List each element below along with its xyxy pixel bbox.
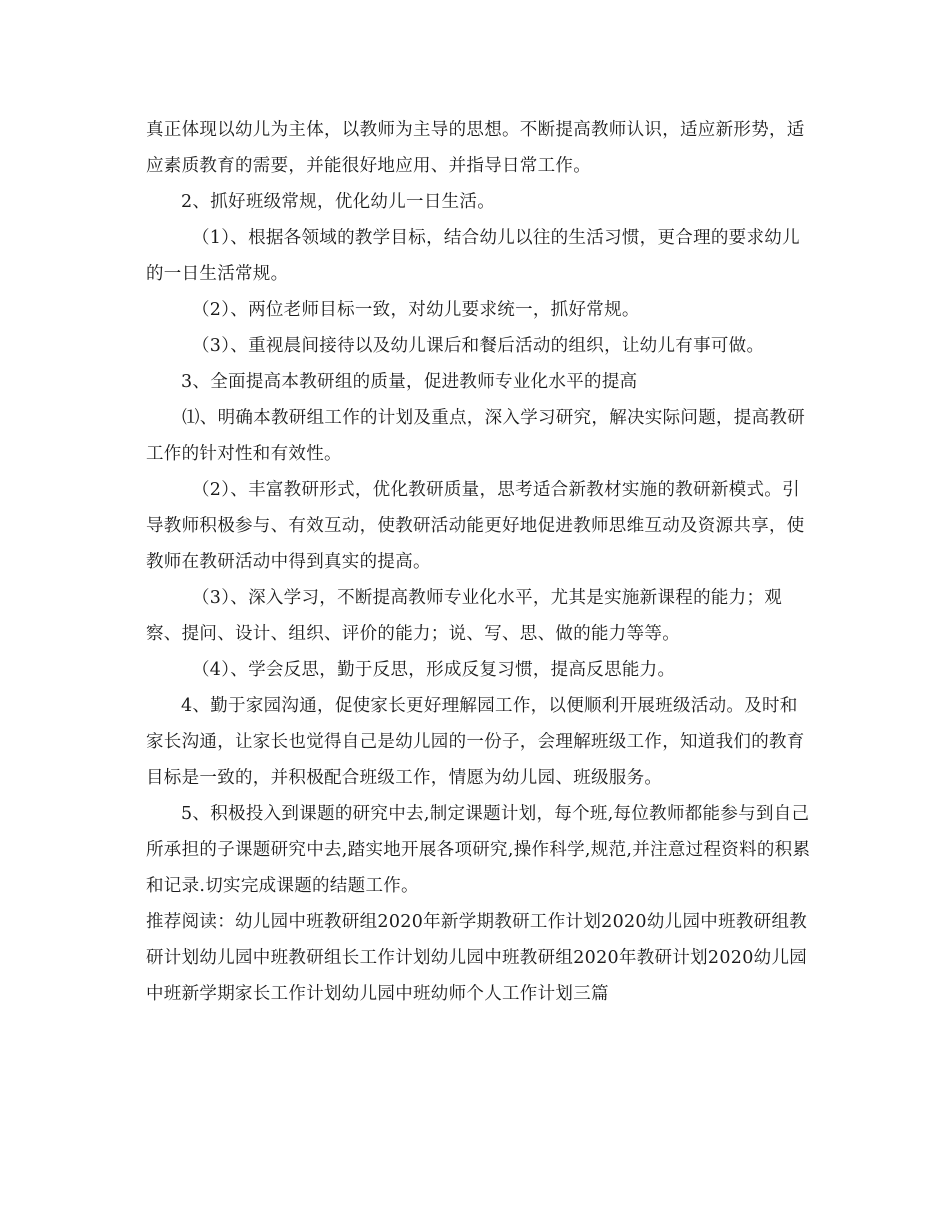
paragraph-5: （3）、重视晨间接待以及幼儿课后和餐后活动的组织，让幼儿有事可做。	[192, 336, 765, 356]
paragraph-1: 真正体现以幼儿为主体，以教师为主导的思想。不断提高教师认识，适应新形势，适应素质教育的需要，并能很好地应用、并指导日常工作。	[146, 120, 805, 176]
paragraph-3: （1）、根据各领域的教学目标，结合幼儿以往的生活习惯，更合理的要求幼儿的一日生活常规。	[146, 228, 800, 284]
paragraph-11: 4、勤于家园沟通，促使家长更好理解园工作，以便顺利开展班级活动。及时和家长沟通，让家长也觉得自己是幼儿园的一份子，会理解班级工作，知道我们的教育目标是一致的，并积极配合班级工作，情愿为幼儿园、班级服务。	[146, 696, 805, 788]
paragraph-9: （3）、深入学习，不断提高教师专业化水平，尤其是实施新课程的能力；观察、提问、设计、组织、评价的能力；说、写、思、做的能力等等。	[146, 588, 783, 644]
paragraph-4: （2）、两位老师目标一致，对幼儿要求统一，抓好常规。	[192, 300, 640, 320]
paragraph-2: 2、抓好班级常规，优化幼儿一日生活。	[181, 192, 496, 212]
paragraph-6: 3、全面提高本教研组的质量，促进教师专业化水平的提高	[181, 372, 638, 392]
paragraph-7: ⑴、明确本教研组工作的计划及重点，深入学习研究，解决实际问题，提高教研工作的针对性和有效性。	[146, 408, 805, 464]
recommended-reading: 推荐阅读：幼儿园中班教研组2020年新学期教研工作计划2020幼儿园中班教研组教研计划幼儿园中班教研组长工作计划幼儿园中班教研组2020年教研计划2020幼儿园中班新学期家长工作计划幼儿园中班幼师个人工作计划三篇	[146, 912, 808, 1004]
paragraph-10: （4）、学会反思，勤于反思，形成反复习惯，提高反思能力。	[192, 660, 676, 680]
document-body	[146, 112, 814, 1012]
paragraph-8: （2）、丰富教研形式，优化教研质量，思考适合新教材实施的教研新模式。引导教师积极参与、有效互动，使教研活动能更好地促进教师思维互动及资源共享，使教师在教研活动中得到真实的提高。	[146, 480, 805, 572]
paragraph-12: 5、积极投入到课题的研究中去,制定课题计划，每个班,每位教师都能参与到自己所承担的子课题研究中去,踏实地开展各项研究,操作科学,规范,并注意过程资料的积累和记录.切实完成课题的结题工作。	[146, 804, 811, 896]
